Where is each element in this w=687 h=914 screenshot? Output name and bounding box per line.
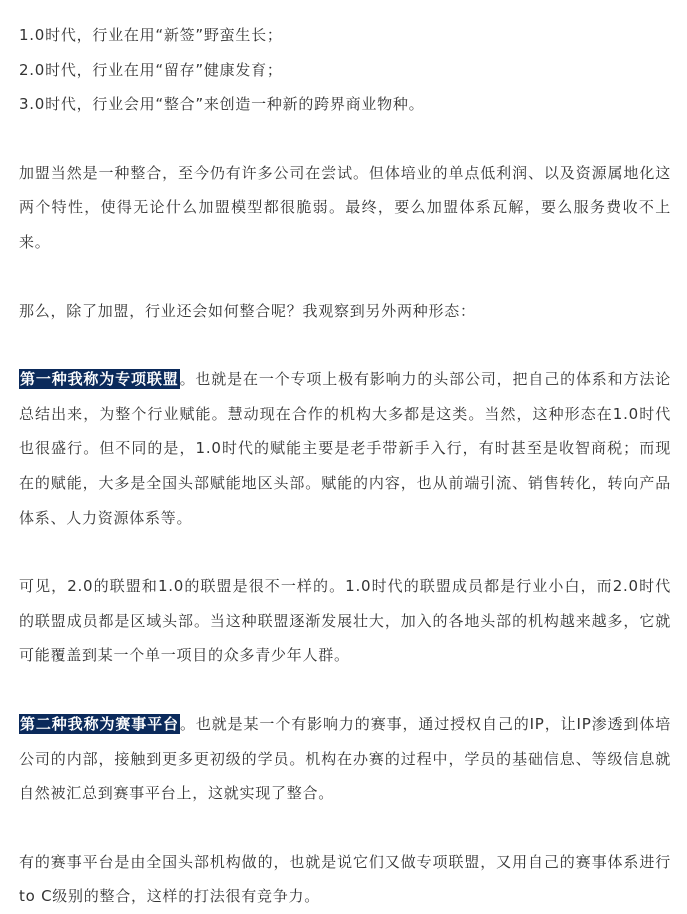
- paragraph-franchise: 加盟当然是一种整合，至今仍有许多公司在尝试。但体培业的单点低利润、以及资源属地化这两个特性，使得无论什么加盟模型都很脆弱。最终，要么加盟体系瓦解，要么服务费收不上来。: [19, 163, 671, 251]
- era-line-2: 2.0时代，行业在用“留存”健康发育；: [19, 60, 283, 79]
- paragraph-spacer: [19, 328, 671, 362]
- highlight-form-2-title: 第二种我称为赛事平台: [20, 714, 179, 733]
- paragraph-question: 那么，除了加盟，行业还会如何整合呢？我观察到另外两种形态：: [19, 301, 476, 320]
- paragraph-form-2: [19, 707, 671, 811]
- paragraph-compare: 可见，2.0的联盟和1.0的联盟是很不一样的。1.0时代的联盟成员都是行业小白，而2.0时代的联盟成员都是区域头部。当这种联盟逐渐发展壮大，加入的各地头部的机构越来越多，它就可能覆盖到某一个单一项目的众多青少年人群。: [19, 577, 671, 665]
- era-line-1: 1.0时代，行业在用“新签”野蛮生长；: [19, 26, 283, 44]
- highlight-form-1-title: 第一种我称为专项联盟: [20, 370, 179, 389]
- paragraph-spacer: [19, 811, 671, 845]
- era-line-3: 3.0时代，行业会用“整合”来创造一种新的跨界商业物种。: [19, 95, 425, 114]
- paragraph-last: 有的赛事平台是由全国头部机构做的，也就是说它们又做专项联盟，又用自己的赛事体系进行to C级别的整合，这样的打法很有竞争力。: [19, 852, 671, 906]
- form-1-text: 。也就是在一个专项上极有影响力的头部公司，把自己的体系和方法论总结出来，为整个行业赋能。慧动现在合作的机构大多都是这类。当然，这种形态在1.0时代也很盛行。但不同的是，1.0时代的赋能主要是老手带新手入行，有时甚至是收智商税；而现在的赋能，大多是全国头部赋能地区头部。赋能的内容，也从前端引流、销售转化，转向产品体系、人力资源体系等。: [19, 370, 671, 527]
- paragraph-spacer: [19, 260, 671, 294]
- paragraph-spacer: [19, 122, 671, 156]
- form-2-text: 。也就是某一个有影响力的赛事，通过授权自己的IP，让IP渗透到体培公司的内部，接触到更多更初级的学员。机构在办赛的过程中，学员的基础信息、等级信息就自然被汇总到赛事平台上，这就实现了整合。: [19, 714, 671, 803]
- paragraph-spacer: [19, 535, 671, 569]
- paragraph-form-1: [19, 362, 671, 535]
- paragraph-spacer: [19, 673, 671, 707]
